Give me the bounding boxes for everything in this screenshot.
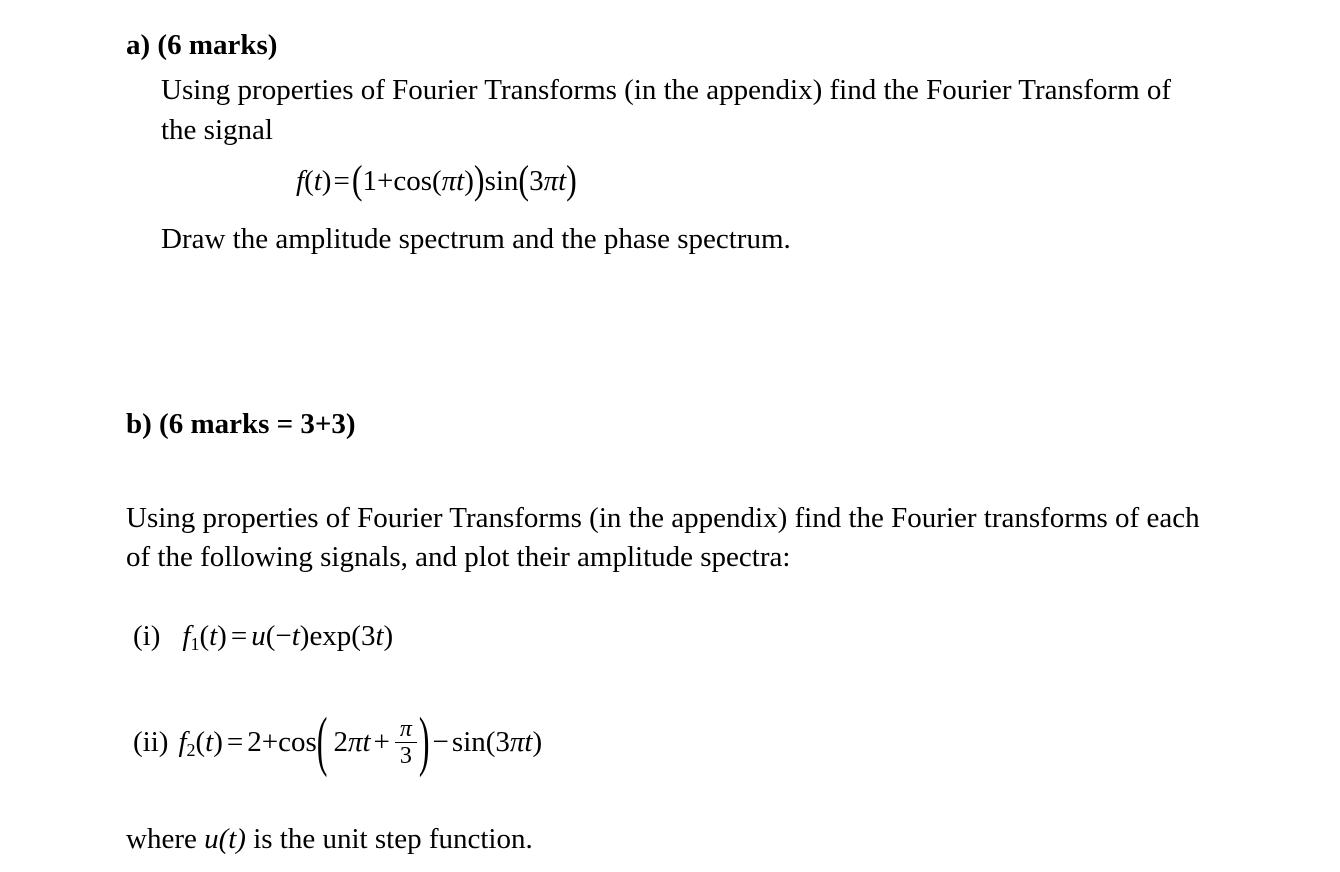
part-a-question-line2: the signal [161, 114, 273, 146]
footnote-prefix: where [126, 823, 205, 855]
unit-step-symbol: u(t) [204, 823, 246, 855]
part-a-question-line1: Using properties of Fourier Transforms (in the appendix) find the Fourier Transform of [161, 74, 1172, 106]
item-i-label: (i) [133, 620, 161, 652]
part-b-heading: b) (6 marks = 3+3) [126, 408, 356, 440]
item-i-equation: (i) $f_1(t) = u(-t)\exp(3t)$ [133, 620, 394, 654]
part-b-question-line2: of the following signals, and plot their amplitude spectra: [126, 541, 791, 573]
part-a-heading: a) (6 marks) [126, 29, 278, 61]
item-ii-equation: (ii) $f_2(t) = 2+\cos$( 2πt + $\frac{\pi}{3}$ ) − sin(3πt) [133, 702, 543, 778]
part-b-question-line1: Using properties of Fourier Transforms (in the appendix) find the Fourier transforms of each [126, 502, 1200, 534]
part-a-equation: f(t)=(1+cos(πt))sin(3πt) [296, 156, 577, 202]
footnote [126, 822, 533, 856]
footnote-suffix: is the unit step function. [245, 823, 533, 855]
part-a-instruction: Draw the amplitude spectrum and the phase spectrum. [161, 223, 791, 255]
item-ii-label: (ii) [133, 726, 169, 758]
